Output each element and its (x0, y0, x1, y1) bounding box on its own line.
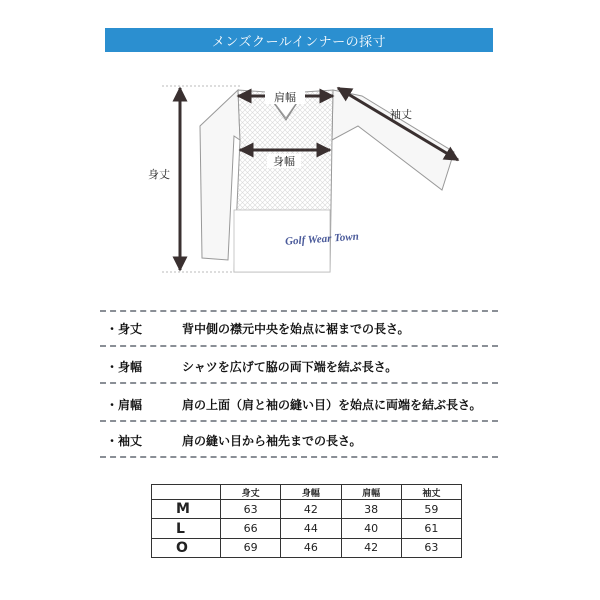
definition-text: 肩の縫い目から袖先までの長さ。 (182, 434, 362, 448)
definition-term: ・袖丈 (106, 434, 143, 448)
size-label: L (152, 519, 221, 538)
table-row (152, 538, 462, 557)
page-title: メンズクールインナーの採寸 (211, 34, 387, 50)
definition-term: ・身丈 (106, 322, 143, 336)
shoulder-width-label: 肩幅 (274, 91, 296, 104)
definition-text: 肩の上面（肩と袖の縫い目）を始点に両端を結ぶ長さ。 (182, 398, 482, 412)
size-label: O (152, 538, 221, 557)
table-row (152, 519, 462, 538)
size-chart-table (151, 484, 462, 558)
table-cell: 61 (401, 519, 461, 538)
definition-term: ・身幅 (106, 360, 143, 374)
page-title-banner (105, 28, 493, 52)
table-cell: 66 (221, 519, 281, 538)
column-header: 身幅 (281, 485, 341, 500)
table-cell: 59 (401, 500, 461, 519)
divider-5 (100, 456, 498, 458)
table-cell: 42 (341, 538, 401, 557)
body-width-label: 身幅 (273, 155, 295, 168)
table-cell: 63 (221, 500, 281, 519)
sleeve-length-label: 袖丈 (390, 108, 412, 121)
definition-row-sleeve-length (104, 430, 494, 450)
table-cell: 69 (221, 538, 281, 557)
definition-term: ・肩幅 (106, 398, 143, 412)
definition-text: シャツを広げて脇の両下端を結ぶ長さ。 (182, 360, 398, 374)
column-header: 袖丈 (401, 485, 461, 500)
definition-row-shoulder-width (104, 394, 494, 414)
definition-text: 背中側の襟元中央を始点に裾までの長さ。 (182, 322, 410, 336)
table-corner-cell (152, 485, 221, 500)
divider-1 (100, 310, 498, 312)
shirt-diagram (140, 70, 480, 290)
table-header-row (152, 485, 462, 500)
body-length-label: 身丈 (148, 168, 170, 181)
table-cell: 38 (341, 500, 401, 519)
table-cell: 63 (401, 538, 461, 557)
definition-row-body-width (104, 356, 494, 376)
table-cell: 44 (281, 519, 341, 538)
divider-2 (100, 345, 498, 347)
right-sleeve (332, 90, 454, 190)
definition-row-body-length (104, 318, 494, 338)
column-header: 肩幅 (341, 485, 401, 500)
table-cell: 40 (341, 519, 401, 538)
size-label: M (152, 500, 221, 519)
divider-4 (100, 420, 498, 422)
table-cell: 46 (281, 538, 341, 557)
watermark-text: Golf Wear Town (284, 230, 360, 248)
table-cell: 42 (281, 500, 341, 519)
column-header: 身丈 (221, 485, 281, 500)
divider-3 (100, 382, 498, 384)
table-row (152, 500, 462, 519)
